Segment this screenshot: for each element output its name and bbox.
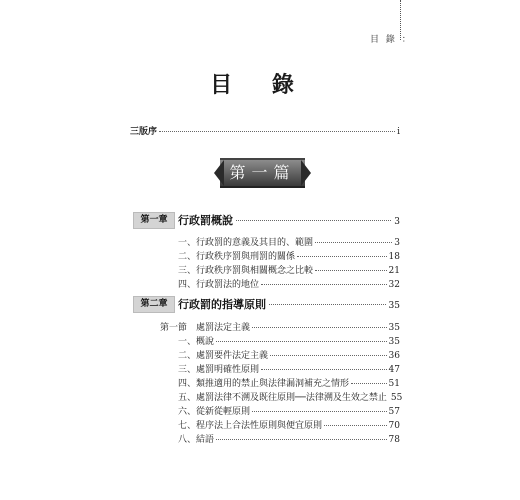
- chapter-tag: 第二章: [133, 296, 175, 313]
- toc-entry[interactable]: [178, 334, 400, 347]
- dot-leader: [269, 304, 386, 305]
- toc-entry-preface[interactable]: [130, 124, 400, 137]
- toc-entry[interactable]: [178, 404, 400, 417]
- toc-entry[interactable]: [178, 390, 403, 403]
- section-label: 第一節 處罰法定主義: [160, 323, 251, 333]
- toc-entry[interactable]: [178, 418, 400, 431]
- toc-entry-page: 35: [388, 337, 400, 347]
- toc-entry-label: 四、類推適用的禁止與法律漏洞補充之情形: [178, 379, 350, 389]
- dot-leader: [315, 242, 392, 243]
- chapter-tag: 第一章: [133, 212, 175, 229]
- toc-chapter-1[interactable]: [178, 212, 400, 228]
- toc-entry-label: 一、行政罰的意義及其目的、範圍: [178, 238, 314, 248]
- chapter-title: 行政罰概說: [178, 214, 233, 227]
- part-banner: 第一篇: [220, 158, 305, 188]
- toc-entry-page: 57: [388, 407, 400, 417]
- toc-entry-page: 3: [394, 238, 400, 248]
- toc-entry-label: 三、行政秩序罰與相關概念之比較: [178, 266, 314, 276]
- toc-entry-page: 18: [388, 252, 400, 262]
- toc-entry-page: 36: [388, 351, 400, 361]
- toc-entry-label: 八、結語: [178, 435, 215, 445]
- toc-entry-label: 一、概說: [178, 337, 215, 347]
- dot-leader: [216, 439, 387, 440]
- dot-leader: [261, 284, 387, 285]
- toc-entry-label: 二、行政秩序罰與刑罰的關係: [178, 252, 296, 262]
- chapter-page: 3: [394, 217, 400, 227]
- toc-entry-label: 四、行政罰法的地位: [178, 280, 260, 290]
- toc-entry-page: i: [397, 127, 400, 137]
- dot-leader: [159, 131, 395, 132]
- toc-entry-label: 二、處罰要件法定主義: [178, 351, 269, 361]
- dot-leader: [324, 425, 387, 426]
- toc-entry[interactable]: [178, 277, 400, 290]
- toc-entry[interactable]: [178, 362, 400, 375]
- toc-entry-label: 六、從新從輕原則: [178, 407, 251, 417]
- toc-entry-page: 47: [388, 365, 400, 375]
- chapter-page: 35: [388, 301, 400, 311]
- toc-entry-label: 三版序: [130, 127, 158, 137]
- toc-entry-label: 三、處罰明確性原則: [178, 365, 260, 375]
- toc-entry-page: 51: [388, 379, 400, 389]
- section-page: 35: [388, 323, 400, 333]
- dot-leader: [315, 270, 387, 271]
- dot-leader: [261, 369, 387, 370]
- toc-entry[interactable]: [178, 235, 400, 248]
- toc-section[interactable]: [160, 320, 400, 333]
- dot-leader: [252, 411, 387, 412]
- toc-chapter-2[interactable]: [178, 296, 400, 312]
- toc-entry-page: 32: [388, 280, 400, 290]
- toc-entry-label: 七、程序法上合法性原則與便宜原則: [178, 421, 323, 431]
- toc-entry-page: 70: [388, 421, 400, 431]
- toc-entry[interactable]: [178, 376, 400, 389]
- toc-entry-page: 55: [390, 393, 403, 403]
- toc-entry-label: 五、處罰法律不溯及既往原則──法律溯及生效之禁止: [178, 393, 387, 403]
- toc-entry-page: 21: [388, 266, 400, 276]
- chapter-title: 行政罰的指導原則: [178, 298, 266, 311]
- toc-entry-page: 78: [388, 435, 400, 445]
- toc-entry[interactable]: [178, 348, 400, 361]
- running-header: 目 錄 ：: [370, 35, 413, 45]
- dot-leader: [297, 256, 387, 257]
- dot-leader: [216, 341, 387, 342]
- dot-leader: [351, 383, 387, 384]
- dot-leader: [236, 220, 391, 221]
- dot-leader: [270, 355, 387, 356]
- page-title: 目 錄: [210, 73, 310, 98]
- dot-leader: [252, 327, 387, 328]
- toc-entry[interactable]: [178, 249, 400, 262]
- toc-entry[interactable]: [178, 263, 400, 276]
- toc-entry[interactable]: [178, 432, 400, 445]
